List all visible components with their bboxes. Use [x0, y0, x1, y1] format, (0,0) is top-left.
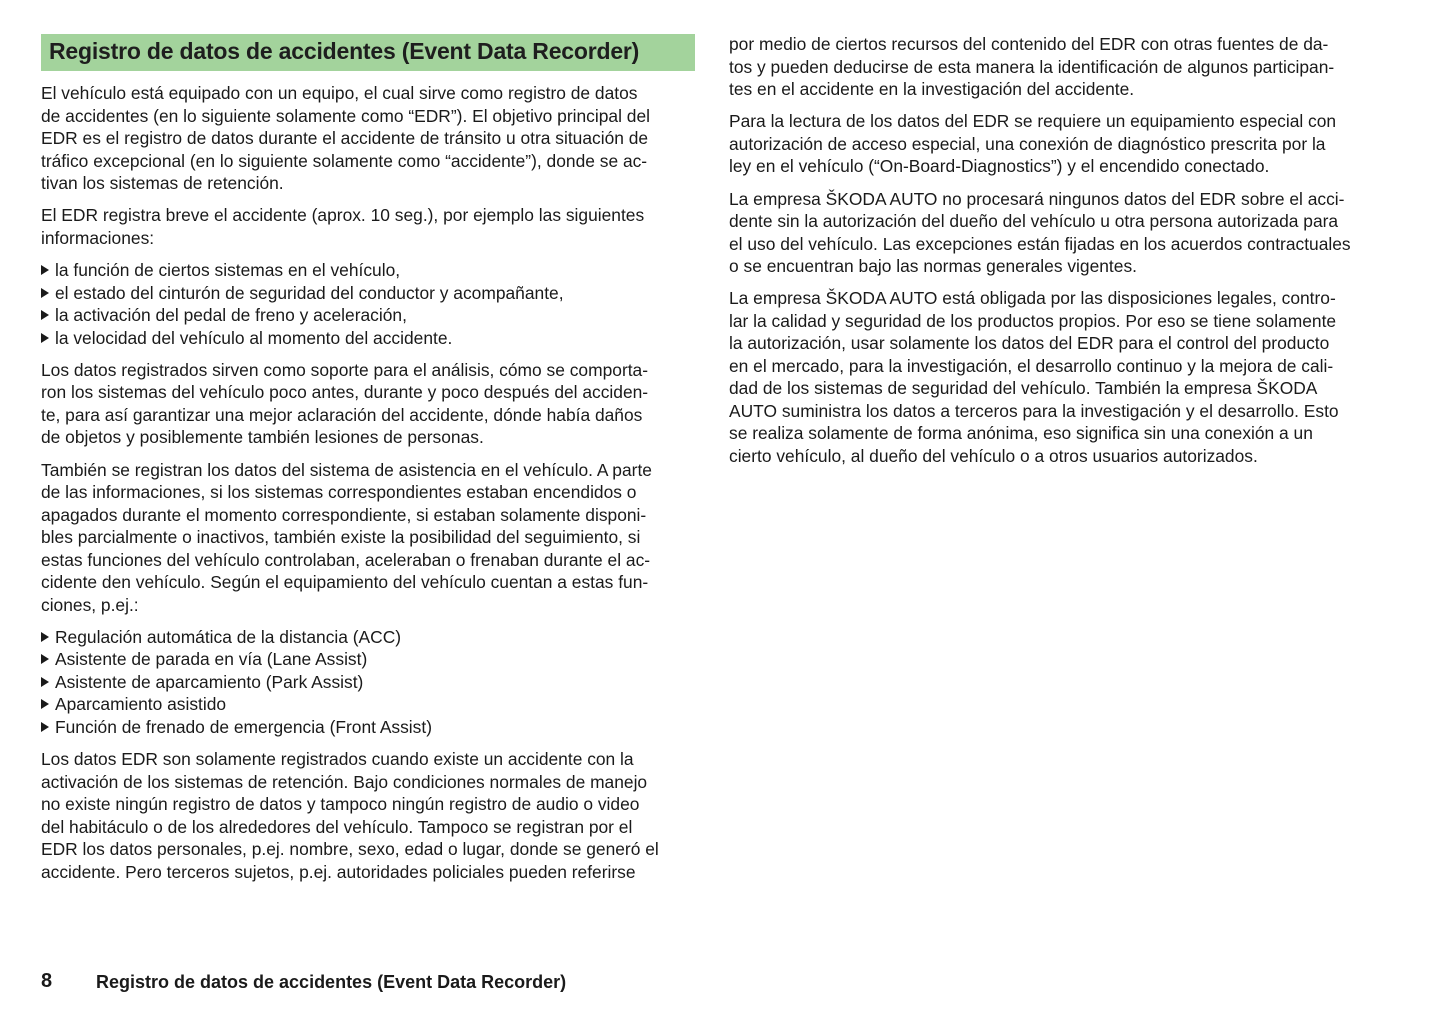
- text-line: EDR es el registro de datos durante el accidente de tránsito u otra situación de: [41, 128, 649, 148]
- text-line: cidente den vehículo. Según el equipamiento del vehículo cuentan a estas fun-: [41, 572, 649, 593]
- text-line: de las informaciones, si los sistemas correspondientes estaban encendidos o: [41, 482, 637, 503]
- text-line: de accidentes (en lo siguiente solamente como “EDR”). El objetivo principal del: [41, 105, 650, 126]
- triangle-bullet-icon: [41, 677, 49, 687]
- bullet-list: [41, 259, 701, 349]
- text-line: te, para así garantizar una mejor aclaración del accidente, dónde había daños: [41, 404, 643, 425]
- text-line: accidente. Pero terceros sujetos, p.ej. autoridades policiales pueden referirse: [41, 861, 636, 882]
- text-line: El EDR registra breve el accidente (aprox. 10 seg.), por ejemplo las siguientes: [41, 205, 645, 226]
- paragraph: [729, 110, 1389, 178]
- triangle-bullet-icon: [41, 654, 49, 664]
- text-line: estas funciones del vehículo controlaban, aceleraban o frenaban durante el ac-: [41, 549, 651, 570]
- text-line: tos y pueden deducirse de esta manera la identificación de algunos participan-: [729, 56, 1335, 77]
- text-line: se realiza solamente de forma anónima, eso significa sin una conexión a un: [729, 423, 1313, 444]
- running-title: Registro de datos de accidentes (Event Data Recorder): [96, 972, 567, 992]
- right-column: [729, 33, 1389, 477]
- triangle-bullet-icon: [41, 722, 49, 732]
- text-line: cierto vehículo, al dueño del vehículo o a otros usuarios autorizados.: [729, 445, 1258, 466]
- text-line: Los datos registrados sirven como soporte para el análisis, cómo se comporta-: [41, 359, 649, 380]
- text-line: informaciones:: [41, 227, 155, 248]
- bullet-text: la activación del pedal de freno y aceleración,: [55, 305, 407, 326]
- text-line: dad de los sistemas de seguridad del vehículo. También la empresa ŠKODA: [729, 378, 1318, 399]
- bullet-item: [41, 304, 701, 327]
- page-number: 8: [41, 970, 53, 992]
- text-line: del habitáculo o de los alrededores del vehículo. Tampoco se registran por el: [41, 816, 633, 837]
- text-line: de objetos y posiblemente también lesiones de personas.: [41, 427, 484, 448]
- bullet-text: Asistente de aparcamiento (Park Assist): [55, 671, 364, 692]
- triangle-bullet-icon: [41, 288, 49, 298]
- bullet-item: [41, 716, 701, 739]
- bullet-item: [41, 327, 701, 350]
- text-line: activación de los sistemas de retención. Bajo condiciones normales de manejo: [41, 771, 648, 792]
- bullet-text: Función de frenado de emergencia (Front Assist): [55, 716, 432, 737]
- bullet-item: [41, 259, 701, 282]
- text-line: bles parcialmente o inactivos, también existe la posibilidad del seguimiento, si: [41, 527, 641, 548]
- text-line: lar la calidad y seguridad de los productos propios. Por eso se tiene solamente: [729, 310, 1337, 331]
- bullet-text: Asistente de parada en vía (Lane Assist): [55, 649, 368, 670]
- text-line: la autorización, usar solamente los datos del EDR para el control del producto: [729, 333, 1330, 354]
- text-line: AUTO suministra los datos a terceros para la investigación y el desarrollo. Esto: [729, 400, 1339, 421]
- text-line: autorización de acceso especial, una conexión de diagnóstico prescrita por la: [729, 133, 1326, 154]
- bullet-text: Regulación automática de la distancia (ACC): [55, 626, 402, 647]
- text-line: dente sin la autorización del dueño del vehículo u otra persona autorizada para: [729, 211, 1339, 232]
- paragraph: [729, 287, 1389, 467]
- bullet-item: [41, 671, 701, 694]
- paragraph: [41, 204, 701, 249]
- triangle-bullet-icon: [41, 632, 49, 642]
- text-line: La empresa ŠKODA AUTO está obligada por las disposiciones legales, contro-: [729, 288, 1336, 309]
- bullet-list: [41, 626, 701, 739]
- text-line: apagados durante el momento correspondiente, si estaban solamente disponi-: [41, 504, 647, 525]
- page-title: Registro de datos de accidentes (Event Data Recorder): [49, 38, 640, 64]
- text-line: ciones, p.ej.:: [41, 594, 139, 615]
- bullet-text: la velocidad del vehículo al momento del accidente.: [55, 327, 453, 348]
- paragraph: [41, 359, 701, 449]
- bullet-item: [41, 648, 701, 671]
- text-line: ron los sistemas del vehículo poco antes, durante y poco después del acciden-: [41, 382, 649, 403]
- text-line: tivan los sistemas de retención.: [41, 173, 284, 193]
- text-line: o se encuentran bajo las normas generales vigentes.: [729, 256, 1137, 277]
- left-column: [41, 82, 701, 893]
- paragraph: [41, 748, 701, 883]
- triangle-bullet-icon: [41, 265, 49, 275]
- text-line: EDR los datos personales, p.ej. nombre, sexo, edad o lugar, donde se generó el: [41, 839, 659, 860]
- text-line: ley en el vehículo (“On-Board-Diagnostics”) y el encendido conectado.: [729, 156, 1270, 177]
- bullet-item: [41, 282, 701, 305]
- text-line: Para la lectura de los datos del EDR se requiere un equipamiento especial con: [729, 111, 1337, 132]
- text-line: por medio de ciertos recursos del contenido del EDR con otras fuentes de da-: [729, 34, 1329, 54]
- bullet-text: el estado del cinturón de seguridad del conductor y acompañante,: [55, 282, 564, 303]
- section-heading: [41, 34, 695, 71]
- text-line: tráfico excepcional (en lo siguiente solamente como “accidente”), donde se ac-: [41, 150, 648, 171]
- bullet-text: la función de ciertos sistemas en el vehículo,: [55, 260, 401, 281]
- text-line: tes en el accidente en la investigación del accidente.: [729, 79, 1135, 99]
- paragraph: [41, 82, 701, 195]
- text-line: El vehículo está equipado con un equipo, el cual sirve como registro de datos: [41, 83, 638, 103]
- triangle-bullet-icon: [41, 310, 49, 320]
- paragraph: [41, 459, 701, 617]
- text-line: Los datos EDR son solamente registrados cuando existe un accidente con la: [41, 749, 634, 770]
- paragraph: [729, 33, 1389, 101]
- triangle-bullet-icon: [41, 699, 49, 709]
- text-line: La empresa ŠKODA AUTO no procesará ningunos datos del EDR sobre el acci-: [729, 188, 1345, 209]
- text-line: no existe ningún registro de datos y tampoco ningún registro de audio o video: [41, 794, 640, 815]
- paragraph: [729, 188, 1389, 278]
- bullet-item: [41, 693, 701, 716]
- text-line: en el mercado, para la investigación, el desarrollo continuo y la mejora de cali-: [729, 355, 1334, 376]
- text-line: el uso del vehículo. Las excepciones están fijadas en los acuerdos contractuales: [729, 233, 1351, 254]
- bullet-text: Aparcamiento asistido: [55, 694, 227, 715]
- triangle-bullet-icon: [41, 333, 49, 343]
- bullet-item: [41, 626, 701, 649]
- text-line: También se registran los datos del sistema de asistencia en el vehículo. A parte: [41, 459, 652, 480]
